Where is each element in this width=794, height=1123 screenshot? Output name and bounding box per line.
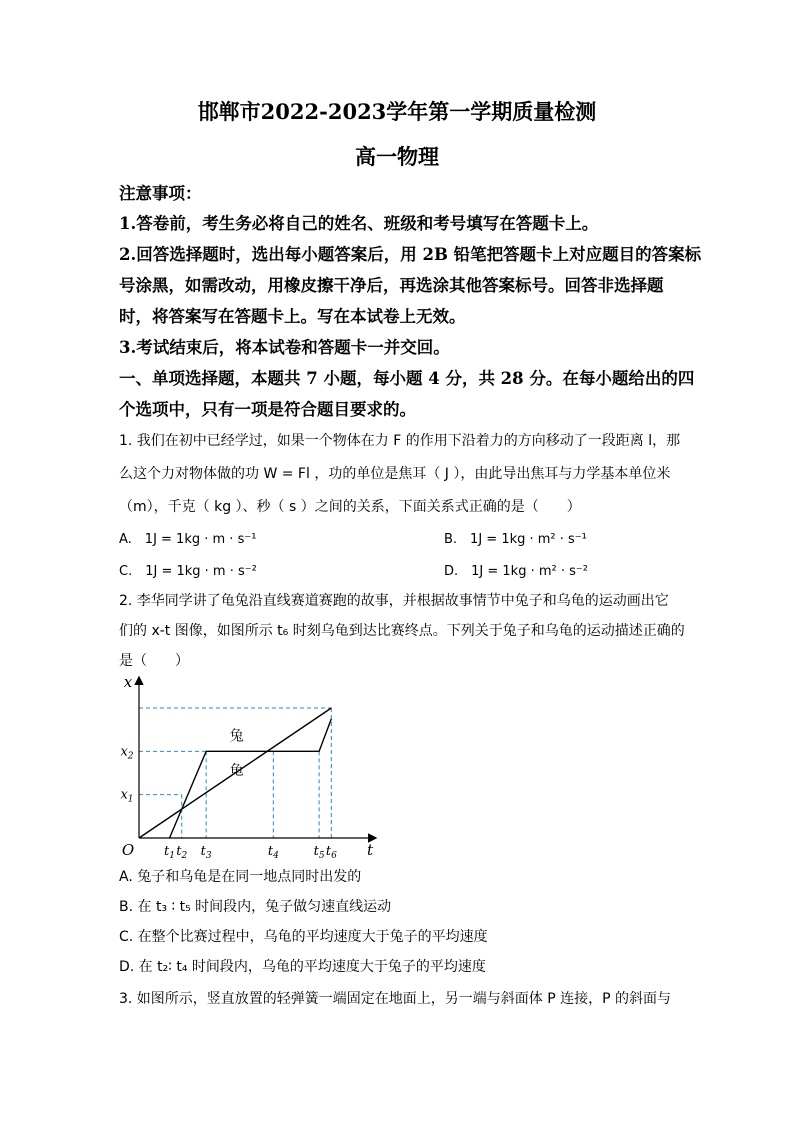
notice-line: 号涂黑，如需改动，用橡皮擦干净后，再选涂其他答案标号。回答非选择题 [119, 276, 664, 295]
x-tick-label: $t_4$ [267, 844, 279, 861]
q3-stem-line: 3. 如图所示，竖直放置的轻弹簧一端固定在地面上，另一端与斜面体 P 连接，P 的斜面与 [119, 991, 672, 1007]
x-tick-label: $t_1$ [164, 844, 176, 861]
x-tick-label: $t_5$ [313, 844, 325, 861]
notice-line: 1.答卷前，考生务必将自己的姓名、班级和考号填写在答题卡上。 [119, 214, 599, 233]
x-axis-label: t [366, 841, 374, 859]
notice-heading: 注意事项： [119, 184, 202, 203]
section-heading: 个选项中，只有一项是符合题目要求的。 [119, 400, 416, 419]
q1-option-a: A. 1J = 1kg · m · s⁻¹ [119, 532, 257, 547]
q1-stem-line: 么这个力对物体做的功 W = Fl ，功的单位是焦耳（ J ），由此导出焦耳与力学基本单位米 [119, 466, 671, 482]
y-tick-label: $x_2$ [120, 744, 134, 762]
q2-option-d: D. 在 t₂∶ t₄ 时间段内，乌龟的平均速度大于兔子的平均速度 [119, 959, 486, 975]
q2-stem-line: 2. 李华同学讲了龟兔沿直线赛道赛跑的故事，并根据故事情节中兔子和乌龟的运动画出它 [119, 593, 669, 609]
y-tick-label: $x_1$ [120, 787, 134, 805]
q2-stem-line: 是（ ） [119, 653, 189, 669]
series-line-rabbit [170, 719, 332, 838]
q1-option-d: D. 1J = 1kg · m² · s⁻² [444, 564, 588, 579]
q2-option-c: C. 在整个比赛过程中，乌龟的平均速度大于兔子的平均速度 [119, 929, 488, 945]
q2-option-a: A. 兔子和乌龟是在同一地点同时出发的 [119, 869, 362, 885]
series-label-tortoise: 龟 [229, 763, 244, 780]
x-tick-label: $t_3$ [200, 844, 212, 861]
q2-stem-line: 们的 x-t 图像，如图所示 t₆ 时刻乌龟到达比赛终点。下列关于兔子和乌龟的运动描述正确的 [119, 623, 685, 639]
xt-graph [108, 670, 398, 865]
notice-line: 2.回答选择题时，选出每小题答案后，用 2B 铅笔把答题卡上对应题目的答案标 [119, 245, 702, 264]
x-tick-label: $t_6$ [325, 844, 337, 861]
series-label-rabbit: 兔 [229, 728, 244, 745]
origin-label: O [121, 841, 135, 859]
q2-option-b: B. 在 t₃ ∶ t₅ 时间段内，兔子做匀速直线运动 [119, 899, 392, 915]
y-axis-label: x [123, 673, 133, 691]
q1-stem-line: （m），千克（ kg ）、秒（ s ）之间的关系，下面关系式正确的是（ ） [119, 499, 581, 515]
notice-line: 3.考试结束后，将本试卷和答题卡一并交回。 [119, 338, 450, 357]
q1-option-c: C. 1J = 1kg · m · s⁻² [119, 564, 257, 579]
q1-option-b: B. 1J = 1kg · m² · s⁻¹ [444, 532, 587, 547]
x-tick-label: $t_2$ [176, 844, 188, 861]
notice-line: 时，将答案写在答题卡上。写在本试卷上无效。 [119, 307, 466, 326]
exam-subject: 高一物理 [355, 144, 439, 169]
q1-stem-line: 1. 我们在初中已经学过，如果一个物体在力 F 的作用下沿着力的方向移动了一段距离 l，那 [119, 433, 681, 449]
exam-title: 邯郸市2022-2023学年第一学期质量检测 [197, 99, 597, 124]
section-heading: 一、单项选择题，本题共 7 小题，每小题 4 分，共 28 分。在每小题给出的四 [119, 369, 695, 388]
